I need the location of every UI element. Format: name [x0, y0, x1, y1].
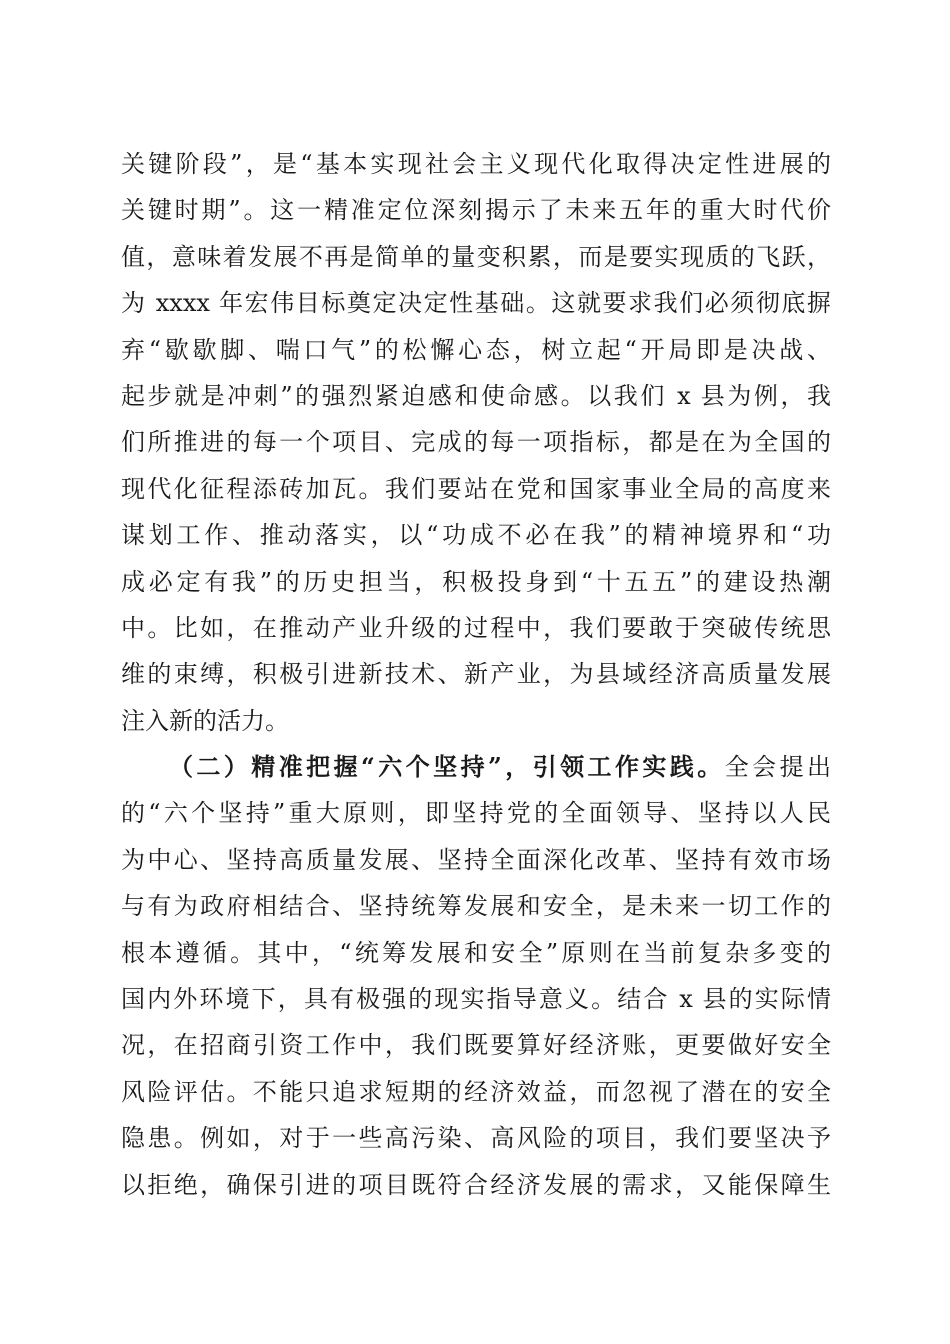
- text-line: 们所推进的每一个项目、完成的每一项指标，都是在为全国的: [121, 428, 831, 457]
- heading-trailing-text: 全会提出: [724, 753, 832, 782]
- text-line: 维的束缚，积极引进新技术、新产业，为县域经济高质量发展: [121, 660, 831, 689]
- text-line: 的“六个坚持”重大原则，即坚持党的全面领导、坚持以人民: [121, 799, 831, 828]
- text-line: 关键阶段”，是“基本实现社会主义现代化取得决定性进展的: [121, 150, 831, 178]
- text-line: 注入新的活力。: [121, 706, 289, 735]
- text-line: 成必定有我”的历史担当，积极投身到“十五五”的建设热潮: [121, 567, 831, 596]
- text-line: 国内外环境下，具有极强的现实指导意义。结合 x 县的实际情: [121, 985, 831, 1014]
- text-line: 谋划工作、推动落实，以“功成不必在我”的精神境界和“功: [121, 521, 831, 550]
- text-line: 关键时期”。这一精准定位深刻揭示了未来五年的重大时代价: [121, 196, 831, 225]
- paragraph-2: [121, 744, 831, 1208]
- text-line: 中。比如，在推动产业升级的过程中，我们要敢于突破传统思: [121, 613, 831, 642]
- text-line: 隐患。例如，对于一些高污染、高风险的项目，我们要坚决予: [121, 1124, 831, 1153]
- text-line: 为 xxxx 年宏伟目标奠定决定性基础。这就要求我们必须彻底摒: [121, 289, 831, 318]
- paragraph-2-first-line: [121, 744, 831, 790]
- body-text: [121, 141, 831, 1208]
- text-line: 以拒绝，确保引进的项目既符合经济发展的需求，又能保障生: [121, 1170, 831, 1199]
- text-line: 弃“歇歇脚、喘口气”的松懈心态，树立起“开局即是决战、: [121, 335, 831, 364]
- text-line: 根本遵循。其中，“统筹发展和安全”原则在当前复杂多变的: [121, 938, 831, 967]
- text-line: 与有为政府相结合、坚持统筹发展和安全，是未来一切工作的: [121, 892, 831, 921]
- paragraph-1: [121, 141, 831, 744]
- text-line: 况，在招商引资工作中，我们既要算好经济账，更要做好安全: [121, 1031, 831, 1060]
- section-heading: （二）精准把握“六个坚持”，引领工作实践。: [169, 752, 725, 782]
- text-line: 为中心、坚持高质量发展、坚持全面深化改革、坚持有效市场: [121, 845, 831, 874]
- text-line: 现代化征程添砖加瓦。我们要站在党和国家事业全局的高度来: [121, 474, 831, 503]
- text-line: 值，意味着发展不再是简单的量变积累，而是要实现质的飞跃，: [121, 242, 831, 271]
- text-line: 风险评估。不能只追求短期的经济效益，而忽视了潜在的安全: [121, 1077, 831, 1106]
- text-line: 起步就是冲刺”的强烈紧迫感和使命感。以我们 x 县为例，我: [121, 381, 831, 410]
